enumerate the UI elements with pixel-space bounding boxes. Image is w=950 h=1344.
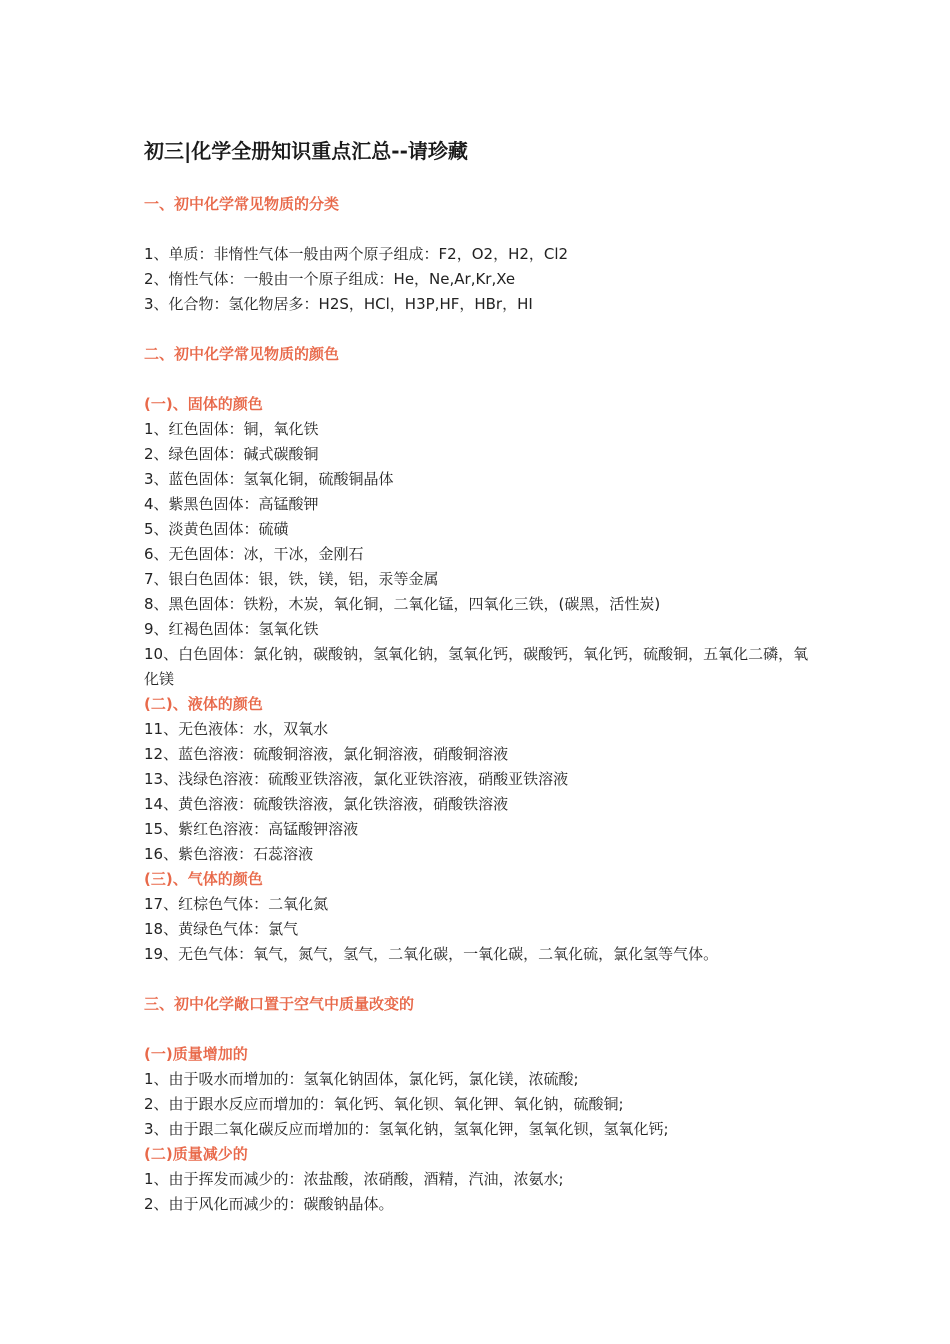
document-title: 初三|化学全册知识重点汇总--请珍藏 [144,139,468,163]
list-item: 19、无色气体：氧气，氮气，氢气，二氧化碳，一氧化碳，二氧化硫，氯化氢等气体。 [144,945,719,963]
list-item: 13、浅绿色溶液：硫酸亚铁溶液，氯化亚铁溶液，硝酸亚铁溶液 [144,770,569,788]
list-item: 12、蓝色溶液：硫酸铜溶液，氯化铜溶液，硝酸铜溶液 [144,745,509,763]
list-item: 7、银白色固体：银，铁，镁，铝，汞等金属 [144,570,439,588]
list-item: 18、黄绿色气体：氯气 [144,920,299,938]
list-item: 17、红棕色气体：二氧化氮 [144,895,329,913]
list-item: 10、白色固体：氯化钠，碳酸钠，氢氧化钠，氢氧化钙，碳酸钙，氧化钙，硫酸铜，五氧化二磷，氧化镁 [144,645,809,688]
section-mass-change [144,992,814,1217]
list-item: 4、紫黑色固体：高锰酸钾 [144,495,319,513]
section-heading: 二、初中化学常见物质的颜色 [144,345,340,363]
subsection-heading: (三)、气体的颜色 [144,870,263,888]
section-heading: 一、初中化学常见物质的分类 [144,195,340,213]
list-item: 2、绿色固体：碱式碳酸铜 [144,445,319,463]
list-item: 1、单质：非惰性气体一般由两个原子组成：F2，O2，H2，Cl2 [144,245,569,263]
list-item: 3、化合物：氢化物居多：H2S，HCl，H3P,HF，HBr，HI [144,295,533,313]
list-item: 1、红色固体：铜，氧化铁 [144,420,319,438]
document-page [144,136,814,1217]
section-classification [144,192,814,317]
list-item: 6、无色固体：冰，干冰，金刚石 [144,545,364,563]
list-item: 2、由于跟水反应而增加的：氧化钙、氧化钡、氧化钾、氧化钠，硫酸铜; [144,1095,624,1113]
list-item: 3、由于跟二氧化碳反应而增加的：氢氧化钠，氢氧化钾，氢氧化钡，氢氧化钙; [144,1120,669,1138]
list-item: 1、由于挥发而减少的：浓盐酸，浓硝酸，酒精，汽油，浓氨水; [144,1170,564,1188]
list-item: 2、由于风化而减少的：碳酸钠晶体。 [144,1195,394,1213]
subsection-heading: (二)质量减少的 [144,1145,248,1163]
section-heading: 三、初中化学敞口置于空气中质量改变的 [144,995,415,1013]
list-item: 16、紫色溶液：石蕊溶液 [144,845,314,863]
list-item: 14、黄色溶液：硫酸铁溶液，氯化铁溶液，硝酸铁溶液 [144,795,509,813]
subsection-heading: (一)质量增加的 [144,1045,248,1063]
subsection-heading: (一)、固体的颜色 [144,395,263,413]
list-item: 5、淡黄色固体：硫磺 [144,520,289,538]
subsection-heading: (二)、液体的颜色 [144,695,263,713]
list-item: 15、紫红色溶液：高锰酸钾溶液 [144,820,359,838]
list-item: 11、无色液体：水，双氧水 [144,720,329,738]
section-colors [144,342,814,967]
list-item: 1、由于吸水而增加的：氢氧化钠固体，氯化钙，氯化镁，浓硫酸; [144,1070,579,1088]
list-item: 2、惰性气体：一般由一个原子组成：He，Ne,Ar,Kr,Xe [144,270,516,288]
list-item: 3、蓝色固体：氢氧化铜，硫酸铜晶体 [144,470,394,488]
list-item: 8、黑色固体：铁粉，木炭，氧化铜，二氧化锰，四氧化三铁，(碳黑，活性炭) [144,595,661,613]
list-item: 9、红褐色固体：氢氧化铁 [144,620,319,638]
